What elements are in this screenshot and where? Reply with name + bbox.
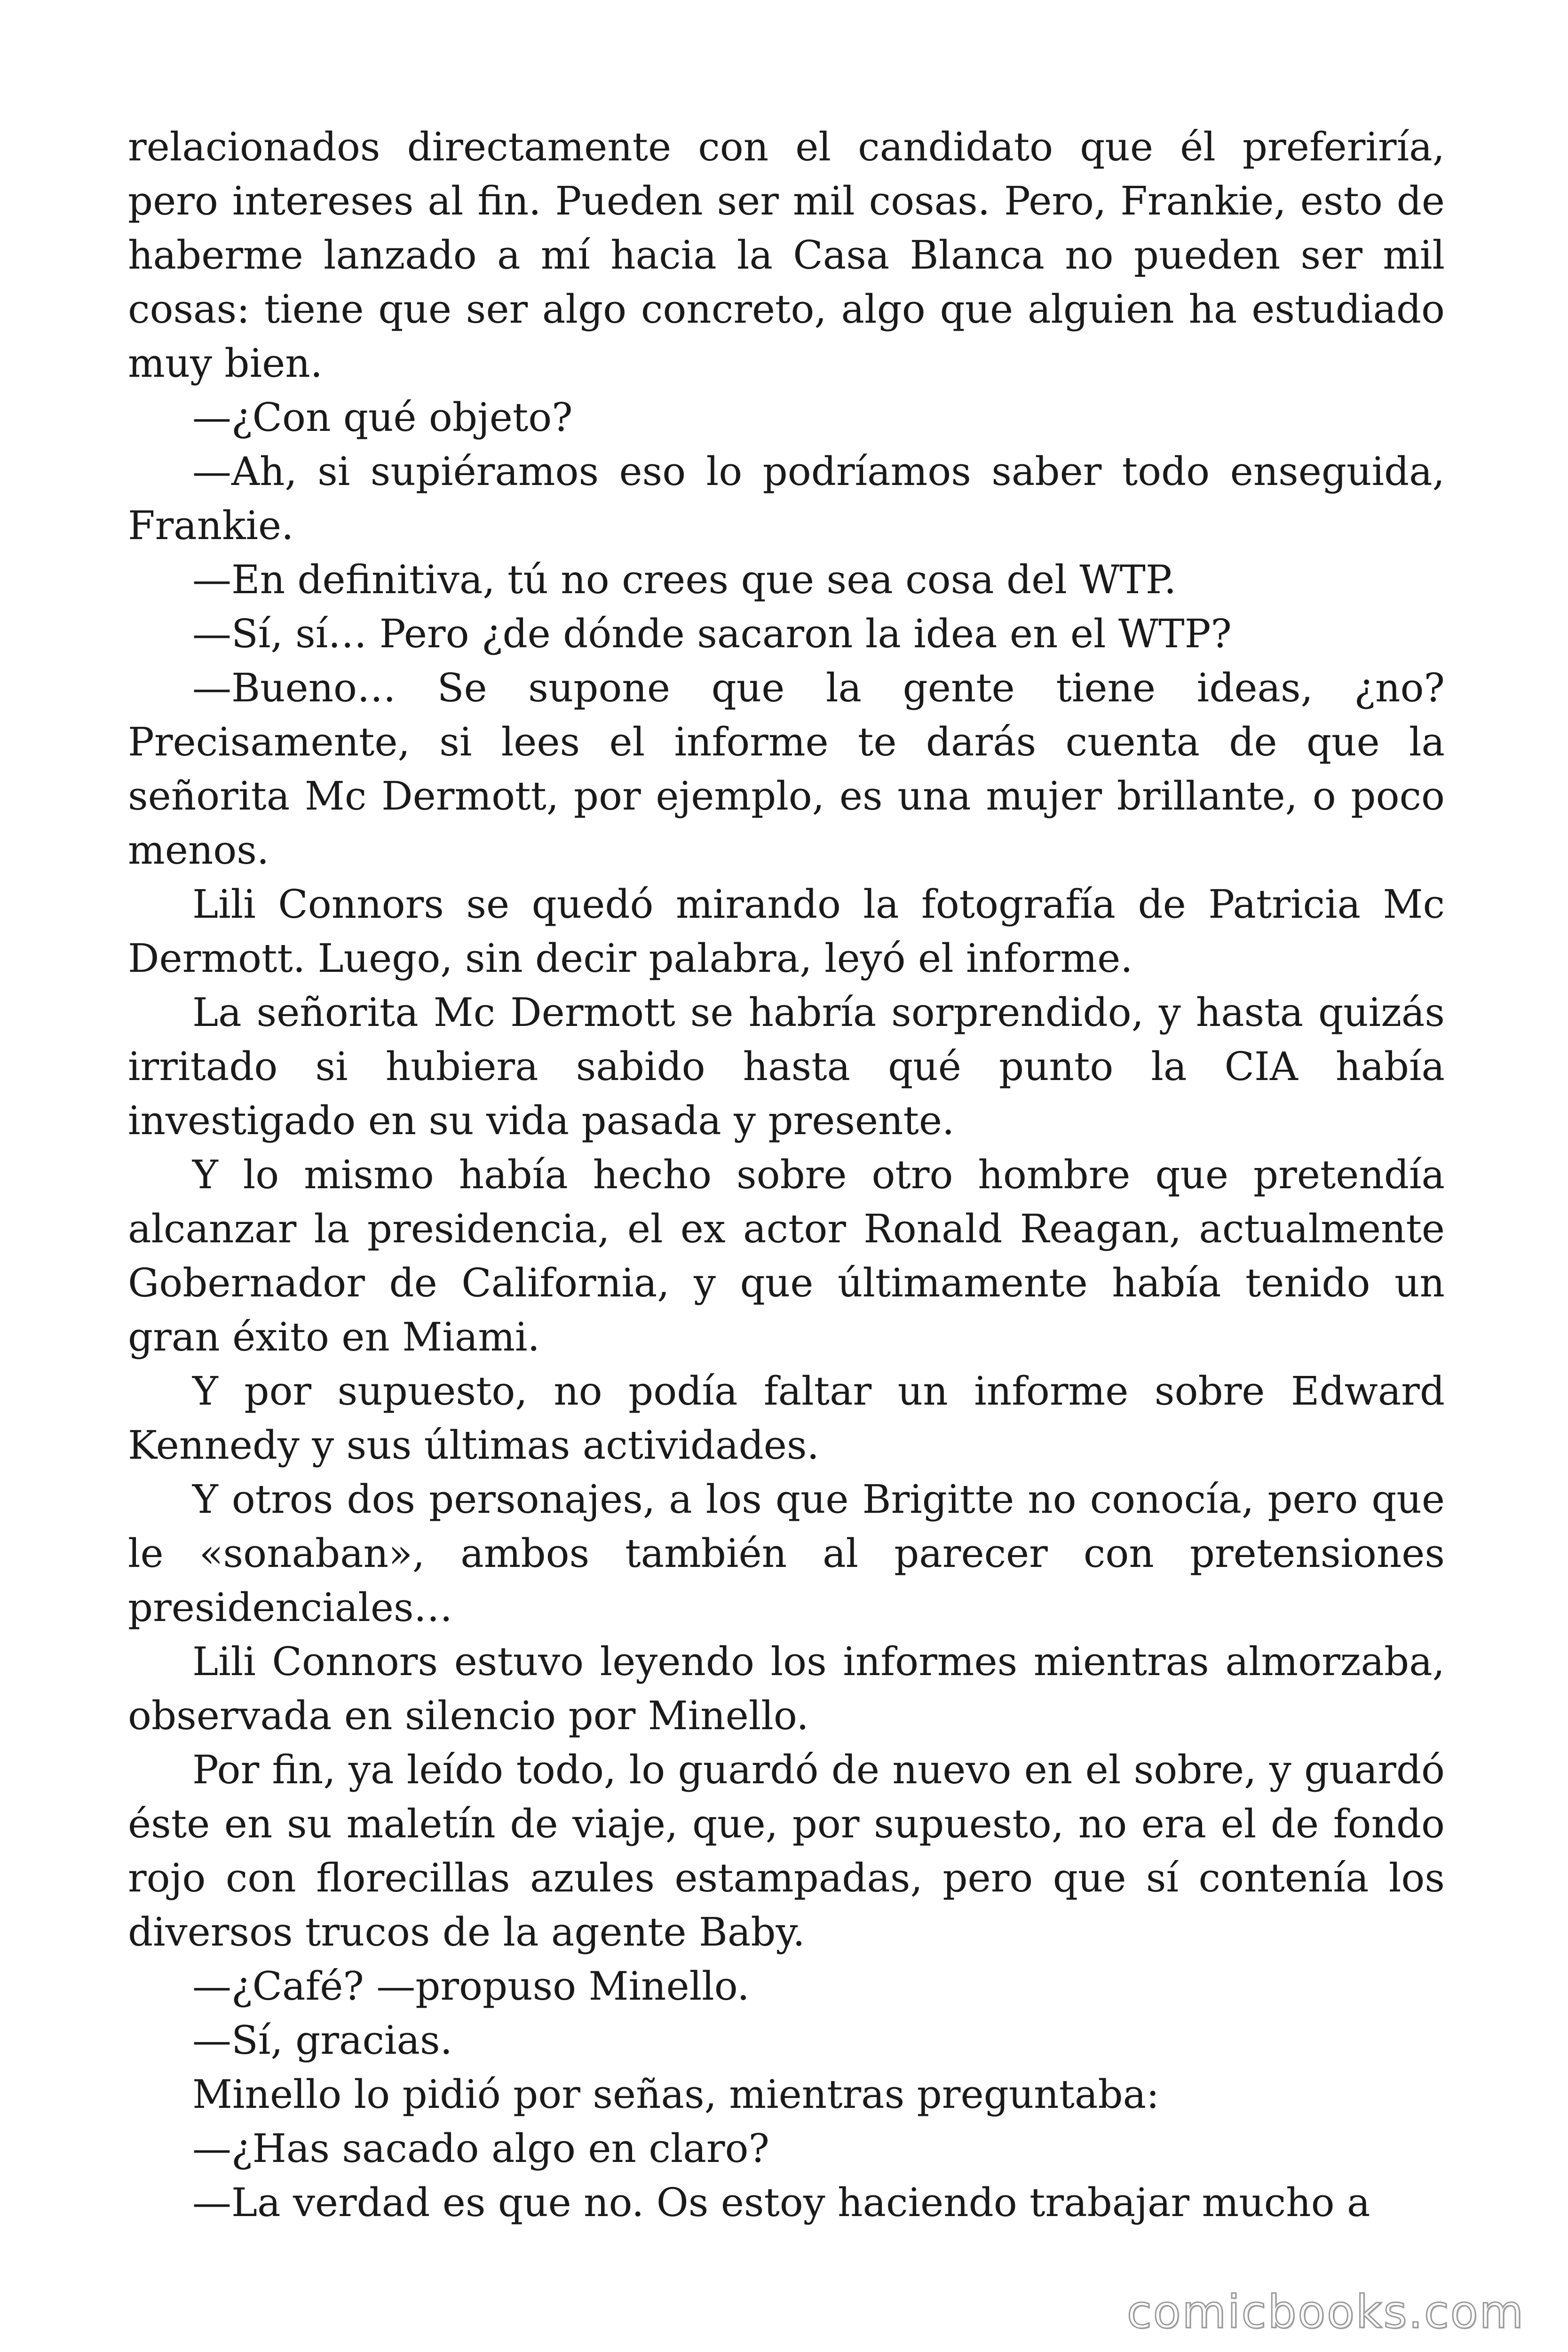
paragraph: Y otros dos personajes, a los que Brigitte no conocía, pero que le «sonaban», ambos también al parecer con pretensiones presidenciales… xyxy=(128,1477,1445,1630)
paragraph: Lili Connors se quedó mirando la fotografía de Patricia Mc Dermott. Luego, sin decir palabra, leyó el informe. xyxy=(128,882,1445,981)
paragraph: Por fin, ya leído todo, lo guardó de nuevo en el sobre, y guardó éste en su maletín de viaje, que, por supuesto, no era el de fondo rojo con florecillas azules estampadas, pero que sí contenía los diversos trucos de la agente Baby. xyxy=(128,1747,1445,1955)
paragraph: —¿Café? —propuso Minello. xyxy=(192,1963,750,2009)
paragraph: —En definitiva, tú no crees que sea cosa del WTP. xyxy=(192,557,1177,603)
paragraph: —La verdad es que no. Os estoy haciendo trabajar mucho a xyxy=(192,2180,1370,2225)
paragraph: —Sí, sí… Pero ¿de dónde sacaron la idea en el WTP? xyxy=(192,611,1232,657)
paragraph: —¿Has sacado algo en claro? xyxy=(192,2126,770,2171)
paragraph: Y lo mismo había hecho sobre otro hombre que pretendía alcanzar la presidencia, el ex actor Ronald Reagan, actualmente Gobernador de California, y que últimamente había tenido un gran éxito en Miami. xyxy=(128,1152,1445,1360)
watermark-logo: comicbooks.com xyxy=(1126,2286,1525,2338)
paragraph: —Ah, si supiéramos eso lo podríamos saber todo enseguida, Frankie. xyxy=(128,449,1445,548)
paragraph: Lili Connors estuvo leyendo los informes mientras almorzaba, observada en silencio por Minello. xyxy=(128,1639,1445,1739)
paragraph: —Bueno… Se supone que la gente tiene ideas, ¿no? Precisamente, si lees el informe te darás cuenta de que la señorita Mc Dermott, por ejemplo, es una mujer brillante, o poco menos. xyxy=(128,665,1445,873)
paragraph: relacionados directamente con el candidato que él preferiría, pero intereses al fin. Pueden ser mil cosas. Pero, Frankie, esto de haberme lanzado a mí hacia la Casa Blanca no pueden ser mil cosas: tiene que ser algo concreto, algo que alguien ha estudiado muy bien. xyxy=(128,124,1445,386)
paragraph: La señorita Mc Dermott se habría sorprendido, y hasta quizás irritado si hubiera sabido hasta qué punto la CIA había investigado en su vida pasada y presente. xyxy=(128,990,1445,1144)
paragraph: Y por supuesto, no podía faltar un informe sobre Edward Kennedy y sus últimas actividades. xyxy=(128,1368,1445,1468)
paragraph: —Sí, gracias. xyxy=(192,2018,452,2063)
book-page-text xyxy=(128,120,1445,2225)
paragraph: —¿Con qué objeto? xyxy=(192,395,573,440)
paragraph: Minello lo pidió por señas, mientras preguntaba: xyxy=(192,2072,1160,2117)
